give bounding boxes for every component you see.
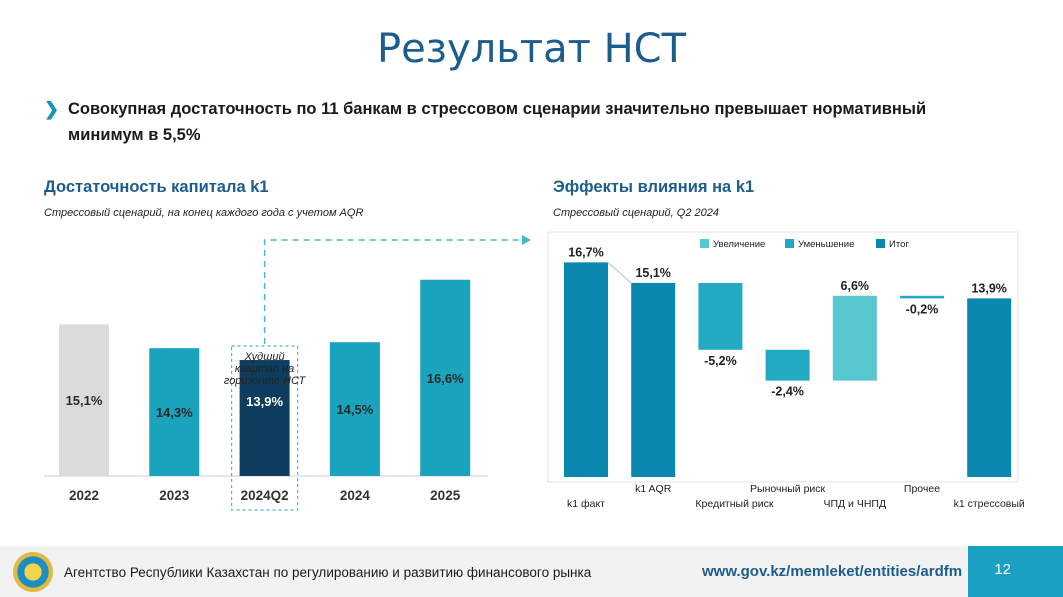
right-chart-subtitle: Стрессовый сценарий, Q2 2024: [553, 207, 719, 219]
page-number: 12: [994, 561, 1011, 578]
waterfall-value-label: 15,1%: [635, 265, 671, 280]
waterfall-value-label: 13,9%: [971, 281, 1007, 296]
footer: [0, 546, 1063, 597]
legend-label: Уменьшение: [798, 239, 855, 250]
waterfall-value-label: 16,7%: [568, 245, 604, 260]
bar-value-label: 13,9%: [246, 394, 284, 410]
left-chart-title: Достаточность капитала k1: [44, 178, 269, 196]
waterfall-category-label: Кредитный риск: [695, 498, 774, 510]
waterfall-category-label: Прочее: [903, 483, 941, 495]
waterfall-value-label: -5,2%: [704, 353, 737, 368]
page-number-box: [968, 546, 1063, 597]
waterfall-value-label: 6,6%: [840, 278, 870, 293]
x-tick-label: 2023: [159, 488, 190, 503]
bar-value-label: 14,5%: [336, 402, 374, 418]
waterfall-category-label: k1 факт: [566, 498, 606, 510]
waterfall-bar: [900, 296, 944, 299]
bar-value-label: 14,3%: [155, 405, 193, 421]
waterfall-value-label: -2,4%: [771, 384, 804, 399]
chevron-right-icon: ❯: [44, 99, 60, 119]
footer-organization: Агентство Республики Казахстан по регулированию и развитию финансового рынка: [64, 565, 592, 580]
waterfall-bar: [698, 283, 742, 350]
waterfall-bar: [833, 296, 877, 381]
waterfall-category-label: Рыночный риск: [750, 483, 826, 495]
bar-value-label: 16,6%: [426, 370, 464, 386]
waterfall-value-label: -0,2%: [905, 302, 939, 317]
waterfall-bar: [766, 350, 810, 381]
x-tick-label: 2025: [430, 488, 461, 503]
state-emblem-icon: [13, 552, 53, 592]
waterfall-bar: [564, 262, 608, 477]
legend-swatch: [700, 239, 709, 248]
waterfall-category-label: k1 AQR: [635, 483, 672, 495]
legend-swatch: [876, 239, 885, 248]
x-tick-label: 2024: [339, 488, 370, 503]
waterfall-bar: [631, 283, 675, 477]
bar-value-label: 15,1%: [65, 393, 103, 409]
legend-label: Итог: [889, 239, 909, 250]
right-chart-title: Эффекты влияния на k1: [553, 178, 755, 196]
left-chart-subtitle: Стрессовый сценарий, на конец каждого года с учетом AQR: [44, 207, 364, 219]
worst-quarter-callout-text: Худший квартал на горизонте НСТ: [223, 351, 306, 387]
footer-website-link[interactable]: www.gov.kz/memleket/entities/ardfm: [702, 563, 963, 580]
x-tick-label: 2022: [68, 488, 100, 503]
legend-label: Увеличение: [713, 239, 766, 250]
waterfall-category-label: k1 стрессовый: [953, 498, 1025, 510]
key-message-text: Совокупная достаточность по 11 банкам в стрессовом сценарии значительно превышает нормативный минимум в 5,5%: [68, 100, 927, 144]
page-title: Результат НСТ: [376, 26, 687, 72]
waterfall-category-label: ЧПД и ЧНПД: [823, 498, 887, 510]
legend-swatch: [785, 239, 794, 248]
x-tick-label: 2024Q2: [240, 488, 289, 503]
waterfall-bar: [967, 298, 1011, 477]
